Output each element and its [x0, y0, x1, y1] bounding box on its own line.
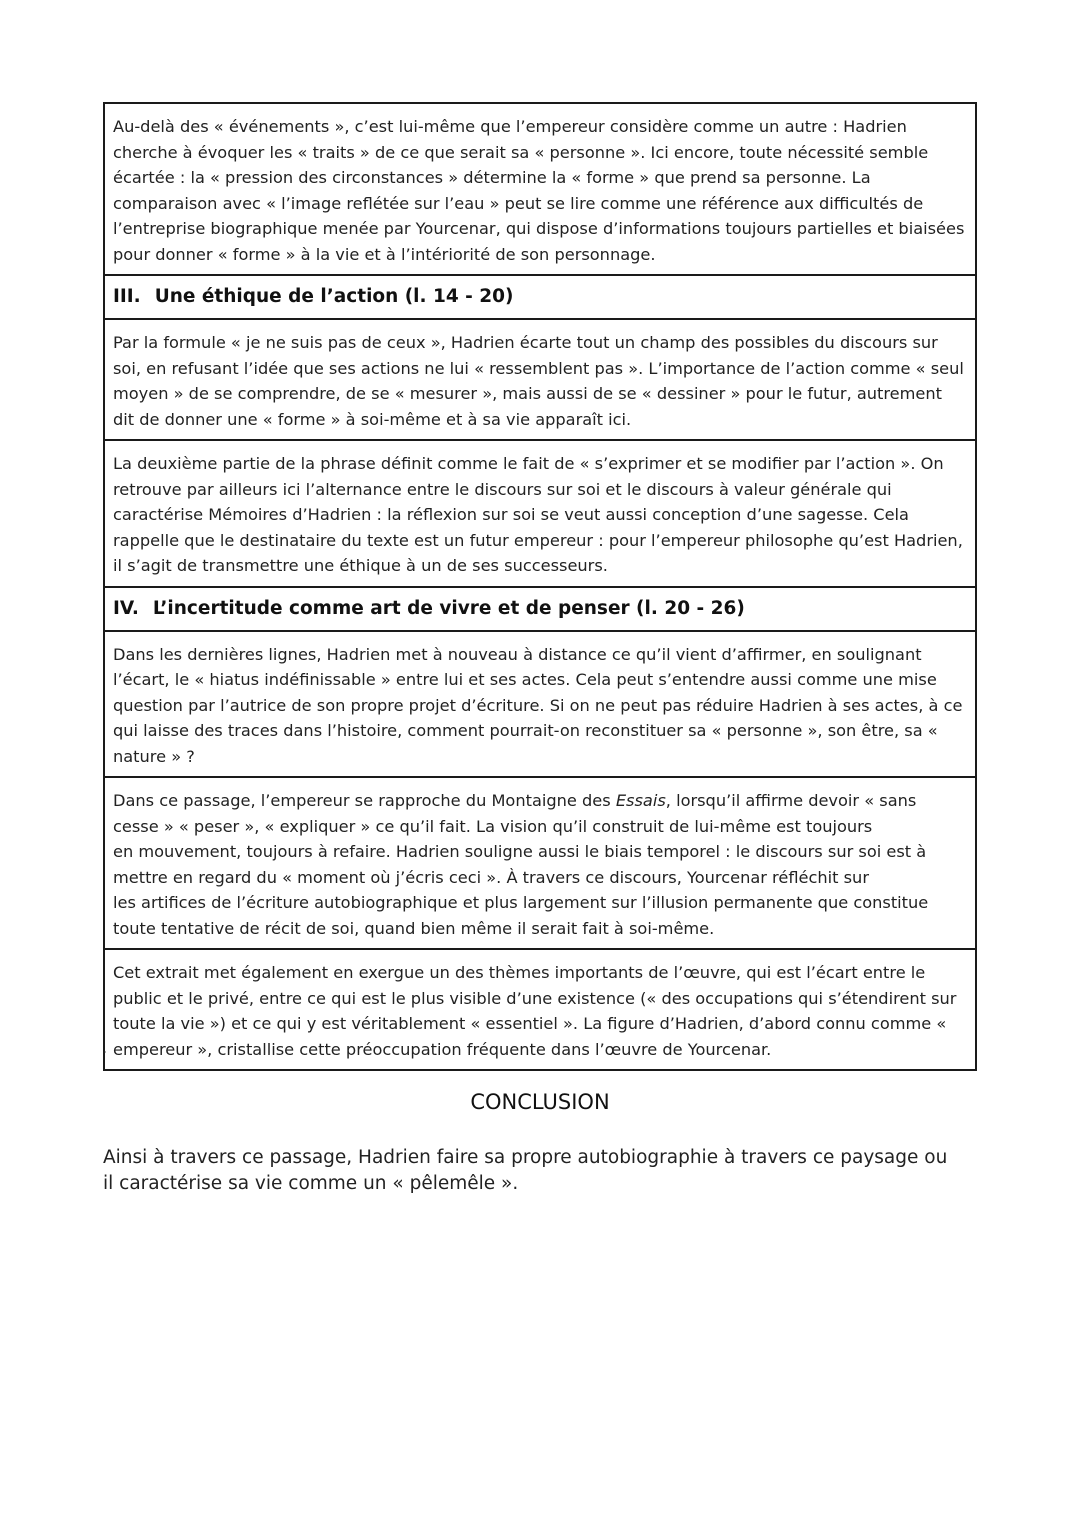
paragraph-text: Dans ce passage, l’empereur se rapproche du Montaigne des Essais, lorsqu’il affirme devoir « sans cesse » « peser », « expliquer » ce qu’il fait. La vision qu’il construit de lui-même est toujours en mouvement, toujours à refaire. Hadrien souligne aussi le biais temporel : le discours sur soi est à mettre en regard du « moment où j’écris ceci ». À travers ce discours, Yourcenar réfléchit sur les artifices de l’écriture autobiographique et plus largement sur l’illusion permanente que constitue toute tentative de récit de soi, quand bien même il serait fait à soi-même. [113, 791, 929, 938]
paragraph-text: Au-delà des « événements », c’est lui-même que l’empereur considère comme un autre : Hadrien cherche à évoquer les « traits » de ce que serait sa « personne ». Ici encore, toute nécessité semble écartée : la « pression des circonstances » détermine la « forme » que prend sa personne. La comparaison avec « l’image reflétée sur l’eau » peut se lire comme une référence aux difficultés de l’entreprise biographique menée par Yourcenar, qui dispose d’informations toujours partielles et biaisées pour donner « forme » à la vie et à l’intériorité de son personnage. [113, 117, 965, 264]
conclusion-title: CONCLUSION [470, 1090, 610, 1114]
paragraph-cell [105, 948, 975, 1069]
paragraph-cell [105, 439, 975, 586]
section-number: III. [113, 286, 141, 307]
analysis-table [103, 102, 977, 1071]
section-title: Une éthique de l’action (l. 14 - 20) [154, 286, 514, 307]
paragraph-cell [105, 104, 975, 274]
conclusion-text: Ainsi à travers ce passage, Hadrien faire sa propre autobiographie à travers ce paysage ou il caractérise sa vie comme un « pêlemêle ». [103, 1147, 948, 1194]
paragraph-text: Par la formule « je ne suis pas de ceux », Hadrien écarte tout un champ des possibles du discours sur soi, en refusant l’idée que ses actions ne lui « ressemblent pas ». L’importance de l’action comme « seul moyen » de se comprendre, de se « mesurer », mais aussi de se « dessiner » pour le futur, autrement dit de donner une « forme » à soi-même et à sa vie apparaît ici. [113, 333, 964, 429]
paragraph-cell [105, 318, 975, 439]
paragraph-text: Dans les dernières lignes, Hadrien met à nouveau à distance ce qu’il vient d’affirmer, en soulignant l’écart, le « hiatus indéfinissable » entre lui et ses actes. Cela peut s’entendre aussi comme une mise question par l’autrice de son propre projet d’écriture. Si on ne peut pas réduire Hadrien à ses actes, à ce qui laisse des traces dans l’histoire, comment pourrait-on reconstituer sa « personne », son être, sa « nature » ? [113, 644, 963, 766]
section-heading [105, 274, 975, 318]
section-heading [105, 586, 975, 630]
section-number: IV. [113, 597, 139, 619]
paragraph-text: Cet extrait met également en exergue un des thèmes importants de l’œuvre, qui est l’écart entre le public et le privé, entre ce qui est le plus visible d’une existence (« des occupations qui s’étendirent sur toute la vie ») et ce qui y est véritablement « essentiel ». La figure d’Hadrien, d’abord connu comme « empereur », cristallise cette préoccupation fréquente dans l’œuvre de Yourcenar. [113, 963, 957, 1059]
paragraph-cell [105, 630, 975, 777]
paragraph-cell [105, 776, 975, 948]
paragraph-text: La deuxième partie de la phrase définit comme le fait de « s’exprimer et se modifier par l’action ». On retrouve par ailleurs ici l’alternance entre le discours sur soi et le discours à valeur générale qui caractérise Mémoires d’Hadrien : la réflexion sur soi se veut aussi conception d’une sagesse. Cela rappelle que le destinataire du texte est un futur empereur : pour l’empereur philosophe qu’est Hadrien, il s’agit de transmettre une éthique à un de ses successeurs. [113, 454, 963, 575]
stray-dot: . [102, 1038, 108, 1057]
section-title: L’incertitude comme art de vivre et de penser (l. 20 - 26) [152, 597, 745, 619]
